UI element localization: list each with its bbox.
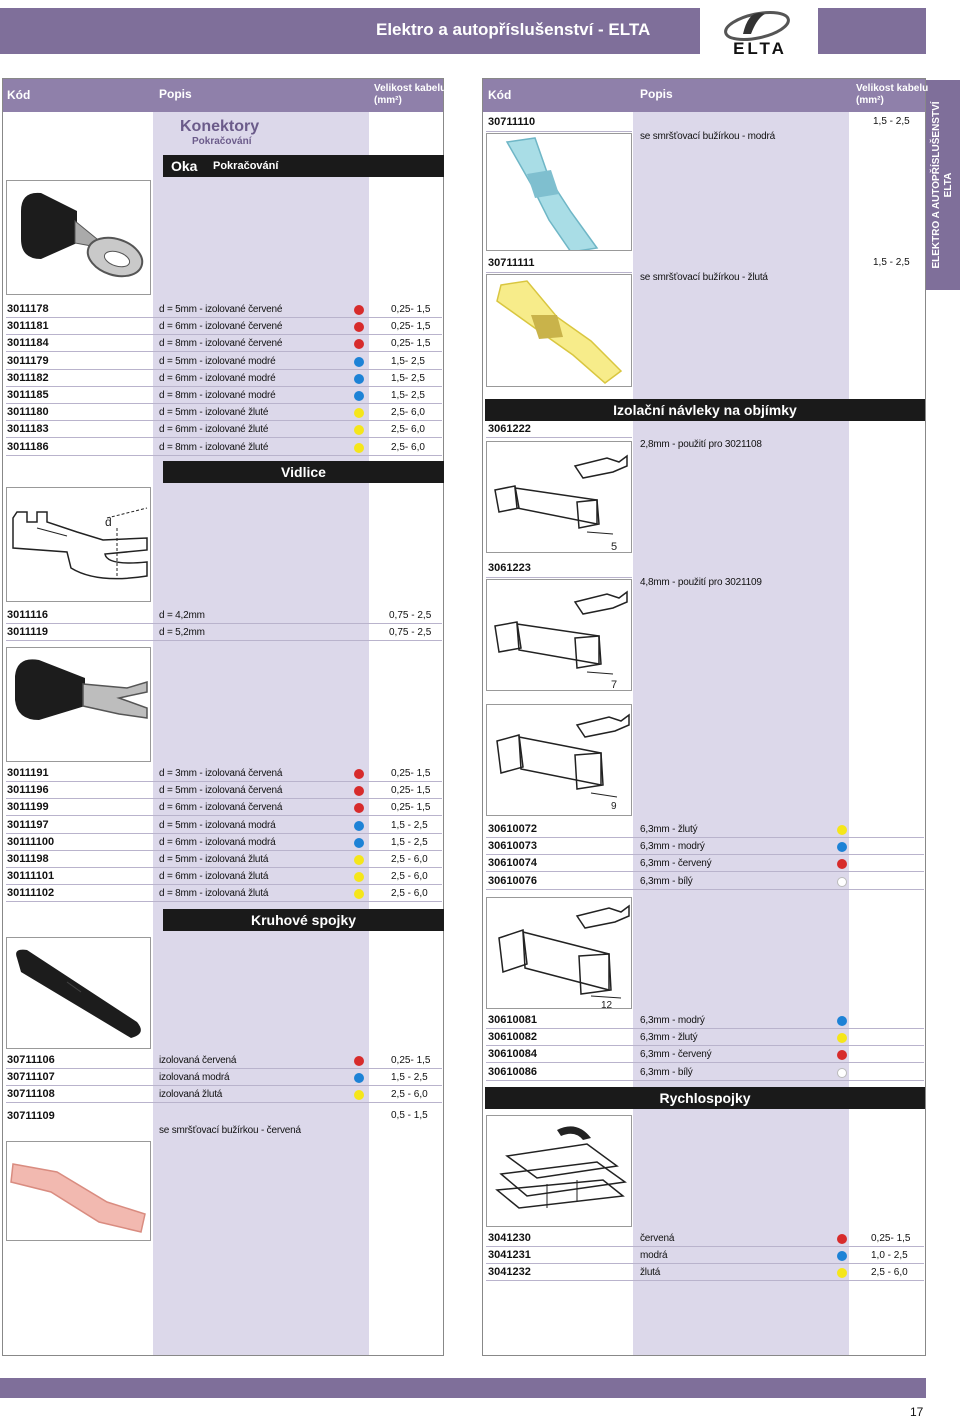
footer-bar: [0, 1378, 926, 1398]
vidlice-b-row-code: 30111102: [7, 887, 55, 900]
row-divider: [6, 1102, 442, 1103]
right-col-code: Kód: [488, 88, 512, 102]
row-divider: [6, 369, 442, 370]
navlek-dim-3: 12: [601, 1000, 613, 1009]
row-divider: [486, 1028, 924, 1029]
row-divider: [486, 871, 924, 872]
row-divider: [486, 437, 632, 438]
heatshrink-blue-icon: [487, 134, 632, 251]
logo-text: ELTA: [733, 39, 787, 58]
header-bar-right: [818, 8, 926, 54]
blue-color-dot-icon: [837, 1016, 847, 1026]
spojka-size-0: 1,5 - 2,5: [873, 116, 910, 127]
kruhove-row-desc: izolovaná žlutá: [159, 1089, 223, 1101]
vidlice-b-row-code: 3011198: [7, 853, 49, 865]
vidlice-b-row-code: 30111100: [7, 835, 55, 848]
side-tab: [926, 80, 960, 290]
spojka-code-0: 30711110: [488, 116, 536, 128]
blue-color-dot-icon: [354, 374, 364, 384]
vidlice-dimension-label: d: [105, 515, 112, 529]
sleeve-2-8-drawing-icon: [487, 442, 632, 553]
blue-color-dot-icon: [354, 838, 364, 848]
spojka-desc-1: se smršťovací bužírkou - žlutá: [640, 272, 768, 283]
row-divider: [486, 1080, 924, 1081]
vidlice-b-row-desc: d = 6mm - izolovaná modrá: [159, 836, 276, 848]
navlek-drawing-0: [486, 441, 632, 553]
vidlice-b-row-size: 0,25- 1,5: [391, 768, 431, 779]
oka-row-size: 2,5- 6,0: [391, 407, 425, 419]
vidlice-b-row-code: 3011196: [7, 784, 49, 797]
vidlice-a-row-code: 3011116: [7, 609, 49, 621]
vidlice-b-row-size: 2,5 - 6,0: [391, 888, 428, 900]
navlek-drawing-1: [486, 579, 632, 691]
navlek-b-row-desc: 6,3mm - červený: [640, 1049, 712, 1061]
vidlice-b-row-desc: d = 6mm - izolovaná žlutá: [159, 871, 269, 883]
navlek-b-row-code: 30610082: [488, 1031, 537, 1044]
row-divider: [6, 1068, 442, 1069]
oka-row-size: 2,5- 6,0: [391, 424, 425, 436]
konektory-title: Konektory: [180, 118, 260, 135]
quick-connector-drawing-icon: [487, 1116, 632, 1227]
right-col-desc: Popis: [640, 87, 673, 101]
navlek-b-row-code: 30610084: [488, 1048, 537, 1061]
left-panel: [2, 78, 447, 1356]
navlek-b-row-desc: 6,3mm - žlutý: [640, 1032, 698, 1044]
rychlo-title: Rychlospojky: [659, 1090, 751, 1106]
oka-row-code: 3011185: [7, 389, 49, 401]
oka-row-code: 3011178: [7, 303, 49, 315]
page-title: Elektro a autopříslušenství - ELTA: [376, 20, 651, 39]
yellow-color-dot-icon: [837, 825, 847, 835]
row-divider: [6, 437, 442, 438]
navlek-desc-0: 2,8mm - použití pro 3021108: [640, 439, 762, 450]
page-number: 17: [910, 1405, 924, 1419]
row-divider: [6, 351, 442, 352]
heatshrink-yellow-icon: [487, 275, 632, 387]
oka-row-desc: d = 8mm - izolované červené: [159, 338, 283, 350]
row-divider: [486, 1263, 924, 1264]
navlek-title: Izolační návleky na objímky: [613, 402, 797, 418]
navlek-a-row-desc: 6,3mm - žlutý: [640, 824, 698, 835]
white-color-dot-icon: [837, 1068, 847, 1078]
yellow-color-dot-icon: [354, 443, 364, 453]
navlek-dim-2: 9: [611, 801, 617, 812]
oka-row-code: 3011182: [7, 371, 49, 384]
row-divider: [6, 781, 442, 782]
heatshrink-red-icon: [7, 1142, 151, 1241]
kruhove-image: [6, 937, 151, 1049]
rychlo-row-desc: modrá: [640, 1250, 668, 1262]
vidlice-drawing: [6, 487, 151, 602]
sleeve-6-3-large-drawing-icon: [487, 898, 632, 1009]
navlek-a-row-code: 30610076: [488, 874, 537, 887]
oka-row-code: 3011183: [7, 423, 49, 436]
rychlo-row-code: 3041230: [488, 1232, 531, 1244]
vidlice-b-row-size: 2,5 - 6,0: [391, 854, 428, 865]
oka-row-size: 0,25- 1,5: [391, 338, 431, 350]
rychlo-row-code: 3041232: [488, 1266, 531, 1279]
row-divider: [6, 1085, 442, 1086]
side-tab-line2: ELTA: [943, 172, 954, 198]
navlek-a-row-code: 30610074: [488, 857, 537, 870]
kruhove-row-size: 2,5 - 6,0: [391, 1089, 428, 1101]
row-divider: [486, 854, 924, 855]
row-divider: [6, 901, 442, 902]
rychlo-drawing: [486, 1115, 632, 1227]
row-divider: [6, 455, 442, 456]
oka-row-size: 1,5- 2,5: [391, 390, 425, 401]
navlek-b-row-code: 30610081: [488, 1014, 537, 1026]
vidlice-b-row-desc: d = 5mm - izolovaná červená: [159, 785, 283, 797]
rychlo-row-desc: červená: [640, 1233, 675, 1244]
vidlice-b-row-size: 0,25- 1,5: [391, 802, 431, 814]
kruhove-row-code: 30711106: [7, 1054, 55, 1066]
vidlice-b-row-desc: d = 8mm - izolovaná žlutá: [159, 888, 269, 900]
red-color-dot-icon: [837, 1234, 847, 1244]
section-rychlospojky: [485, 1087, 925, 1109]
navlek-a-row-desc: 6,3mm - červený: [640, 858, 712, 870]
right-desc-column-band: [633, 79, 849, 1355]
section-vidlice: [163, 461, 444, 483]
spojka-blue-image: [486, 133, 632, 251]
red-color-dot-icon: [354, 1056, 364, 1066]
sleeve-4-8-drawing-icon: [487, 580, 632, 691]
vidlice-b-row-code: 30111101: [7, 870, 55, 883]
rychlo-row-code: 3041231: [488, 1249, 531, 1262]
oka-row-size: 1,5- 2,5: [391, 355, 425, 367]
rychlo-row-size: 1,0 - 2,5: [871, 1250, 908, 1262]
row-divider: [486, 131, 632, 132]
row-divider: [6, 334, 442, 335]
kruhove-title: Kruhové spojky: [250, 912, 357, 928]
spojka-desc-0: se smršťovací bužírkou - modrá: [640, 131, 776, 142]
vidlice-b-row-desc: d = 6mm - izolovaná červená: [159, 802, 283, 814]
section-kruhove-spojky: [163, 909, 444, 931]
row-divider: [6, 317, 442, 318]
side-tab-line1: ELEKTRO A AUTOPŘÍSLUŠENSTVÍ: [931, 101, 942, 269]
vidlice-b-row-size: 1,5 - 2,5: [391, 819, 428, 831]
row-divider: [6, 420, 442, 421]
row-divider: [6, 833, 442, 834]
section-oka: [163, 155, 444, 177]
red-color-dot-icon: [354, 305, 364, 315]
kruhove-row-code: 30711108: [7, 1088, 55, 1101]
navlek-a-row-desc: 6,3mm - bílý: [640, 875, 693, 887]
rychlo-row-size: 0,25- 1,5: [871, 1233, 911, 1244]
row-divider: [486, 1062, 924, 1063]
row-divider: [486, 837, 924, 838]
row-divider: [6, 623, 442, 624]
row-divider: [486, 1246, 924, 1247]
navlek-a-row-code: 30610072: [488, 823, 537, 835]
ring-terminal-icon: [7, 181, 151, 295]
section-navleky: [485, 399, 925, 421]
right-col-size: Velikost kabelu (mm²): [856, 83, 929, 106]
vidlice-b-row-code: 3011191: [7, 767, 49, 779]
sleeve-6-3-drawing-icon: [487, 705, 632, 816]
kruhove-extra-code: 30711109: [7, 1110, 55, 1122]
blue-color-dot-icon: [354, 391, 364, 401]
oka-image: [6, 180, 151, 295]
kruhove-row-desc: izolovaná modrá: [159, 1072, 230, 1084]
navlek-a-row-code: 30610073: [488, 840, 537, 853]
rychlo-row-size: 2,5 - 6,0: [871, 1267, 908, 1279]
navlek-code-0: 3061222: [488, 423, 531, 435]
blue-color-dot-icon: [354, 357, 364, 367]
navlek-dim-1: 7: [611, 679, 618, 691]
kruhove-row-size: 0,25- 1,5: [391, 1055, 431, 1066]
oka-row-desc: d = 6mm - izolované červené: [159, 321, 283, 333]
yellow-color-dot-icon: [354, 855, 364, 865]
vidlice-b-row-code: 3011197: [7, 818, 49, 831]
vidlice-a-row-size: 0,75 - 2,5: [389, 627, 432, 639]
navlek-drawing-2: [486, 704, 632, 816]
vidlice-a-row-desc: d = 4,2mm: [159, 610, 205, 621]
side-tab-label: [931, 101, 955, 268]
oka-row-desc: d = 5mm - izolované žluté: [159, 407, 269, 419]
vidlice-a-row-desc: d = 5,2mm: [159, 627, 205, 639]
spojka-yellow-image: [486, 274, 632, 387]
oka-row-code: 3011181: [7, 320, 49, 333]
right-panel: [482, 78, 929, 1356]
row-divider: [6, 640, 442, 641]
elta-logo: [705, 4, 815, 58]
row-divider: [6, 815, 442, 816]
navlek-code-1: 3061223: [488, 562, 531, 574]
oka-row-size: 1,5- 2,5: [391, 372, 425, 384]
row-divider: [486, 889, 924, 890]
row-divider: [6, 386, 442, 387]
vidlice-a-row-code: 3011119: [7, 626, 49, 639]
row-divider: [6, 798, 442, 799]
oka-row-code: 3011179: [7, 354, 49, 367]
butt-connector-black-icon: [7, 938, 151, 1049]
spojka-size-1: 1,5 - 2,5: [873, 257, 910, 268]
vidlice-b-row-desc: d = 3mm - izolovaná červená: [159, 768, 283, 779]
oka-row-desc: d = 8mm - izolované modré: [159, 390, 276, 401]
navlek-b-row-code: 30610086: [488, 1065, 537, 1078]
oka-row-desc: d = 8mm - izolované žluté: [159, 441, 269, 453]
oka-row-code: 3011184: [7, 337, 49, 350]
desc-column-band: [153, 79, 369, 1355]
kruhove-row-desc: izolovaná červená: [159, 1055, 237, 1066]
red-color-dot-icon: [354, 769, 364, 779]
kruhove-extra-desc: se smršťovací bužírkou - červená: [159, 1125, 301, 1136]
col-desc: Popis: [159, 87, 192, 101]
oka-title: Oka: [171, 158, 198, 174]
navlek-b-row-desc: 6,3mm - bílý: [640, 1066, 693, 1078]
oka-row-desc: d = 5mm - izolované červené: [159, 304, 283, 315]
row-divider: [486, 272, 632, 273]
kruhove-row-size: 1,5 - 2,5: [391, 1072, 428, 1084]
oka-row-desc: d = 5mm - izolované modré: [159, 355, 276, 367]
kruhove-heatshrink-image: [6, 1141, 151, 1241]
vidlice-b-row-desc: d = 5mm - izolovaná modrá: [159, 819, 276, 831]
navlek-b-row-desc: 6,3mm - modrý: [640, 1015, 705, 1026]
vidlice-b-row-size: 2,5 - 6,0: [391, 871, 428, 883]
col-size: Velikost kabelu (mm²): [374, 83, 447, 106]
row-divider: [6, 884, 442, 885]
oka-row-desc: d = 6mm - izolované žluté: [159, 424, 269, 436]
col-code: Kód: [7, 88, 31, 102]
konektory-subtitle: Pokračování: [192, 136, 252, 147]
right-table-header: [483, 79, 929, 112]
vidlice-image: [6, 647, 151, 762]
vidlice-b-row-code: 3011199: [7, 801, 49, 814]
vidlice-a-row-size: 0,75 - 2,5: [389, 610, 432, 621]
left-table-header: [3, 79, 447, 112]
row-divider: [486, 1280, 924, 1281]
kruhove-row-code: 30711107: [7, 1071, 55, 1084]
row-divider: [6, 850, 442, 851]
oka-row-size: 0,25- 1,5: [391, 321, 431, 333]
oka-row-size: 0,25- 1,5: [391, 304, 431, 315]
fork-terminal-drawing-icon: [7, 488, 151, 602]
oka-row-code: 3011186: [7, 440, 49, 453]
fork-terminal-icon: [7, 648, 151, 762]
row-divider: [486, 1045, 924, 1046]
oka-row-desc: d = 6mm - izolované modré: [159, 372, 276, 384]
vidlice-b-row-desc: d = 5mm - izolovaná žlutá: [159, 854, 269, 865]
navlek-desc-1: 4,8mm - použití pro 3021109: [640, 577, 762, 588]
row-divider: [6, 867, 442, 868]
oka-row-code: 3011180: [7, 406, 49, 419]
row-divider: [486, 577, 632, 578]
row-divider: [6, 403, 442, 404]
oka-row-size: 2,5- 6,0: [391, 441, 425, 453]
vidlice-b-row-size: 0,25- 1,5: [391, 785, 431, 797]
kruhove-extra-size: 0,5 - 1,5: [391, 1110, 428, 1121]
rychlo-row-desc: žlutá: [640, 1267, 661, 1279]
vidlice-b-row-size: 1,5 - 2,5: [391, 836, 428, 848]
navlek-dim-0: 5: [611, 541, 618, 553]
blue-color-dot-icon: [354, 821, 364, 831]
oka-subtitle: Pokračování: [213, 160, 279, 172]
navlek-a-row-desc: 6,3mm - modrý: [640, 841, 705, 853]
vidlice-title: Vidlice: [281, 464, 326, 480]
white-color-dot-icon: [837, 877, 847, 887]
navlek-drawing-3: [486, 897, 632, 1009]
spojka-code-1: 30711111: [488, 257, 535, 269]
